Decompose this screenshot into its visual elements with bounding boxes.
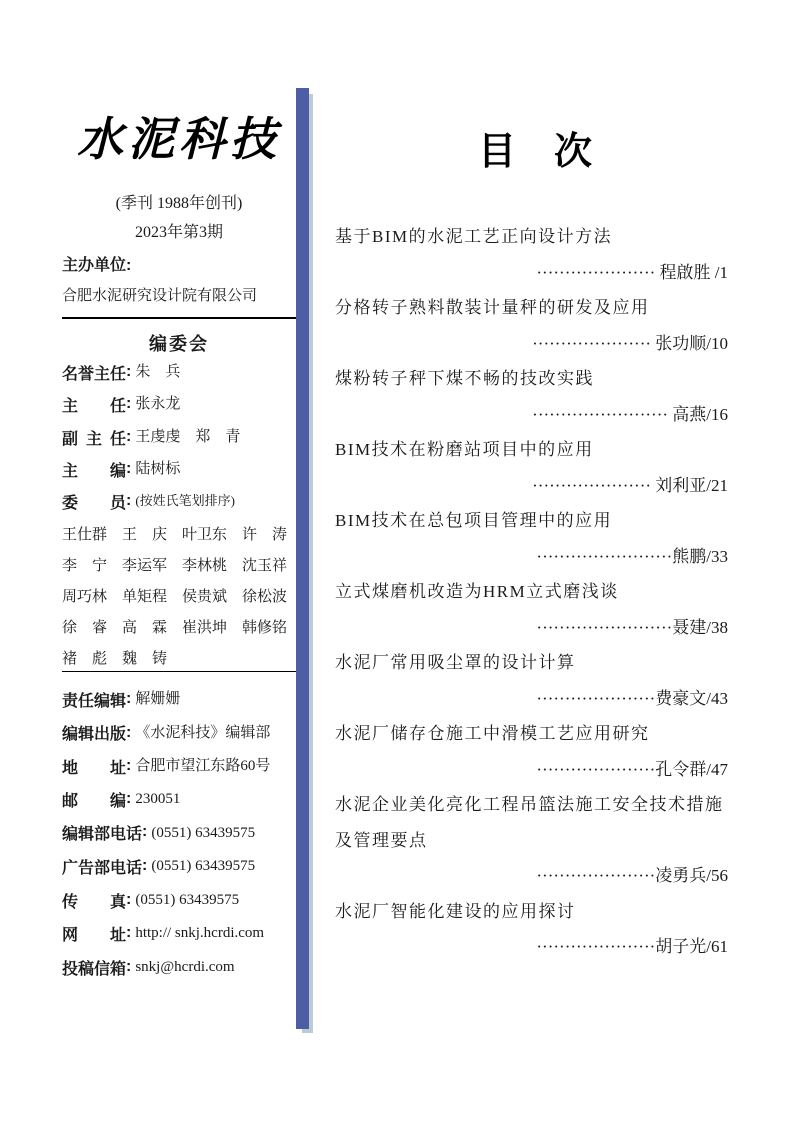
publication-info xyxy=(62,687,322,989)
label-colon: : xyxy=(126,890,132,908)
label-colon: : xyxy=(126,460,132,478)
info-row xyxy=(62,922,322,956)
member-name: 崔洪坤 xyxy=(182,620,228,636)
member-name: 王仕群 xyxy=(62,527,108,543)
info-row xyxy=(62,788,322,822)
member-name: 李 宁 xyxy=(62,558,108,574)
info-row xyxy=(62,425,296,457)
toc-entry xyxy=(335,716,760,787)
divider-rule-bottom xyxy=(62,671,296,672)
label-colon: : xyxy=(126,957,132,975)
pub-label: 地址 xyxy=(62,760,126,778)
toc-entry-title: BIM技术在粉磨站项目中的应用 xyxy=(335,440,594,459)
info-row xyxy=(62,889,322,923)
info-row xyxy=(62,457,296,489)
toc-list xyxy=(335,219,760,965)
divider-rule-top xyxy=(62,317,296,319)
vertical-accent-bar xyxy=(296,88,309,1029)
info-row xyxy=(62,754,322,788)
toc-entry-author-page: ·····················费豪文/43 xyxy=(536,688,728,708)
toc-entry xyxy=(335,574,760,645)
member-name: 许 涛 xyxy=(242,527,288,543)
pub-label: 传真 xyxy=(62,893,126,911)
toc-entry xyxy=(335,787,760,894)
role-value: 张永龙 xyxy=(135,396,181,413)
label-colon: : xyxy=(126,363,132,380)
pub-label: 邮编 xyxy=(62,792,126,810)
info-row xyxy=(62,360,296,392)
label-colon: : xyxy=(126,789,132,807)
toc-entry-author-page: ························熊鹏/33 xyxy=(536,546,728,566)
label-colon: : xyxy=(126,690,132,707)
pub-value: http:// snkj.hcrdi.com xyxy=(135,925,265,942)
pub-value: (0551) 63439575 xyxy=(135,891,240,908)
sponsor-name: 合肥水泥研究设计院有限公司 xyxy=(62,288,258,304)
info-row xyxy=(62,721,322,755)
member-name: 李林桃 xyxy=(182,558,228,574)
toc-entry xyxy=(335,219,760,290)
toc-entry-title: 煤粉转子秤下煤不畅的技改实践 xyxy=(335,369,594,388)
journal-subtitle: (季刊 1988年创刊) xyxy=(115,195,243,212)
label-colon: : xyxy=(142,823,148,841)
toc-entry xyxy=(335,432,760,503)
role-label: 委员 xyxy=(62,494,126,512)
pub-value: 合肥市望江东路60号 xyxy=(135,758,271,775)
role-label: 主任 xyxy=(62,398,126,416)
member-name: 李运军 xyxy=(122,558,168,574)
label-colon: : xyxy=(126,723,132,741)
toc-entry-title: 分格转子熟料散装计量秤的研发及应用 xyxy=(335,298,650,317)
toc-entry-author-page: ····················· 程啟胜 /1 xyxy=(536,262,728,282)
member-name: 侯贵斌 xyxy=(182,589,228,605)
toc-entry xyxy=(335,503,760,574)
role-label: 副主任 xyxy=(62,430,126,448)
role-label: 主编 xyxy=(62,463,126,480)
editorial-board-roles xyxy=(62,360,296,522)
member-name: 王 庆 xyxy=(122,527,168,543)
label-colon: : xyxy=(142,857,148,875)
label-colon: : xyxy=(126,395,132,413)
role-value: 王虔虔 郑 青 xyxy=(135,428,241,445)
pub-label: 广告部电话 xyxy=(62,859,143,877)
pub-value: (0551) 63439575 xyxy=(151,858,256,875)
toc-entry-author-page: ····················· 张功顺/10 xyxy=(532,333,728,353)
toc-entry xyxy=(335,290,760,361)
role-value: 朱 兵 xyxy=(135,364,181,380)
toc-entry-title: 水泥厂常用吸尘罩的设计计算 xyxy=(335,653,576,672)
info-row xyxy=(62,687,322,721)
label-colon: : xyxy=(126,757,132,775)
member-name: 魏 铸 xyxy=(122,651,168,667)
toc-entry-title: 立式煤磨机改造为HRM立式磨浅谈 xyxy=(335,582,619,601)
member-name: 高 霖 xyxy=(122,620,168,636)
toc-entry xyxy=(335,361,760,432)
pub-value: 解姗姗 xyxy=(135,691,181,707)
member-name: 周巧林 xyxy=(62,589,108,605)
label-colon: : xyxy=(126,427,132,445)
toc-entry-title: BIM技术在总包项目管理中的应用 xyxy=(335,511,613,530)
pub-label: 责任编辑 xyxy=(62,692,127,710)
sponsor-label: 主办单位: xyxy=(62,257,132,274)
toc-entry-title: 基于BIM的水泥工艺正向设计方法 xyxy=(335,227,613,246)
pub-value: snkj@hcrdi.com xyxy=(135,958,235,975)
member-name: 褚 彪 xyxy=(62,651,108,667)
toc-heading: 目 次 xyxy=(477,128,592,173)
role-value: 陆树标 xyxy=(135,461,181,478)
toc-entry-author-page: ·····················胡子光/61 xyxy=(536,937,728,956)
toc-entry-title: 水泥厂储存仓施工中滑模工艺应用研究 xyxy=(335,724,650,743)
member-name: 徐松波 xyxy=(242,589,288,605)
member-name: 沈玉祥 xyxy=(242,558,288,574)
toc-entry-title: 水泥厂智能化建设的应用探讨 xyxy=(335,901,576,921)
pub-value: 《水泥科技》编辑部 xyxy=(135,724,271,741)
info-row xyxy=(62,821,322,855)
member-name: 叶卫东 xyxy=(182,527,228,543)
editorial-board-heading: 编委会 xyxy=(149,334,209,354)
pub-value: 230051 xyxy=(135,790,181,807)
toc-entry-title: 水泥企业美化亮化工程吊篮法施工安全技术措施 xyxy=(335,795,724,814)
journal-issue: 2023年第3期 xyxy=(134,224,223,241)
toc-entry xyxy=(335,645,760,716)
info-row xyxy=(62,956,322,990)
pub-label: 编辑出版 xyxy=(62,726,127,744)
member-name: 单矩程 xyxy=(122,589,168,605)
toc-entry-author-page: ·····················凌勇兵/56 xyxy=(536,866,728,885)
toc-entry xyxy=(335,894,760,965)
member-name: 徐 睿 xyxy=(62,620,108,636)
role-label: 名誉主任 xyxy=(62,365,127,383)
label-colon: : xyxy=(126,924,132,942)
toc-entry-author-page: ························ 高燕/16 xyxy=(532,404,728,424)
pub-label: 编辑部电话 xyxy=(62,826,143,844)
role-value: (按姓氏笔划排序) xyxy=(135,492,235,508)
pub-value: (0551) 63439575 xyxy=(151,824,256,841)
info-row xyxy=(62,490,296,522)
info-row xyxy=(62,855,322,889)
journal-title: 水泥科技 xyxy=(77,112,281,166)
label-colon: : xyxy=(126,491,132,509)
pub-label: 投稿信箱 xyxy=(62,960,127,978)
info-row xyxy=(62,392,296,424)
toc-entry-title: 及管理要点 xyxy=(335,830,428,850)
pub-label: 网址 xyxy=(62,927,126,945)
member-name: 韩修铭 xyxy=(242,620,288,636)
toc-entry-author-page: ·····················孔令群/47 xyxy=(536,759,728,779)
toc-entry-author-page: ························聂建/38 xyxy=(536,617,728,637)
editorial-board-members xyxy=(62,520,296,675)
toc-entry-author-page: ····················· 刘利亚/21 xyxy=(532,475,728,495)
